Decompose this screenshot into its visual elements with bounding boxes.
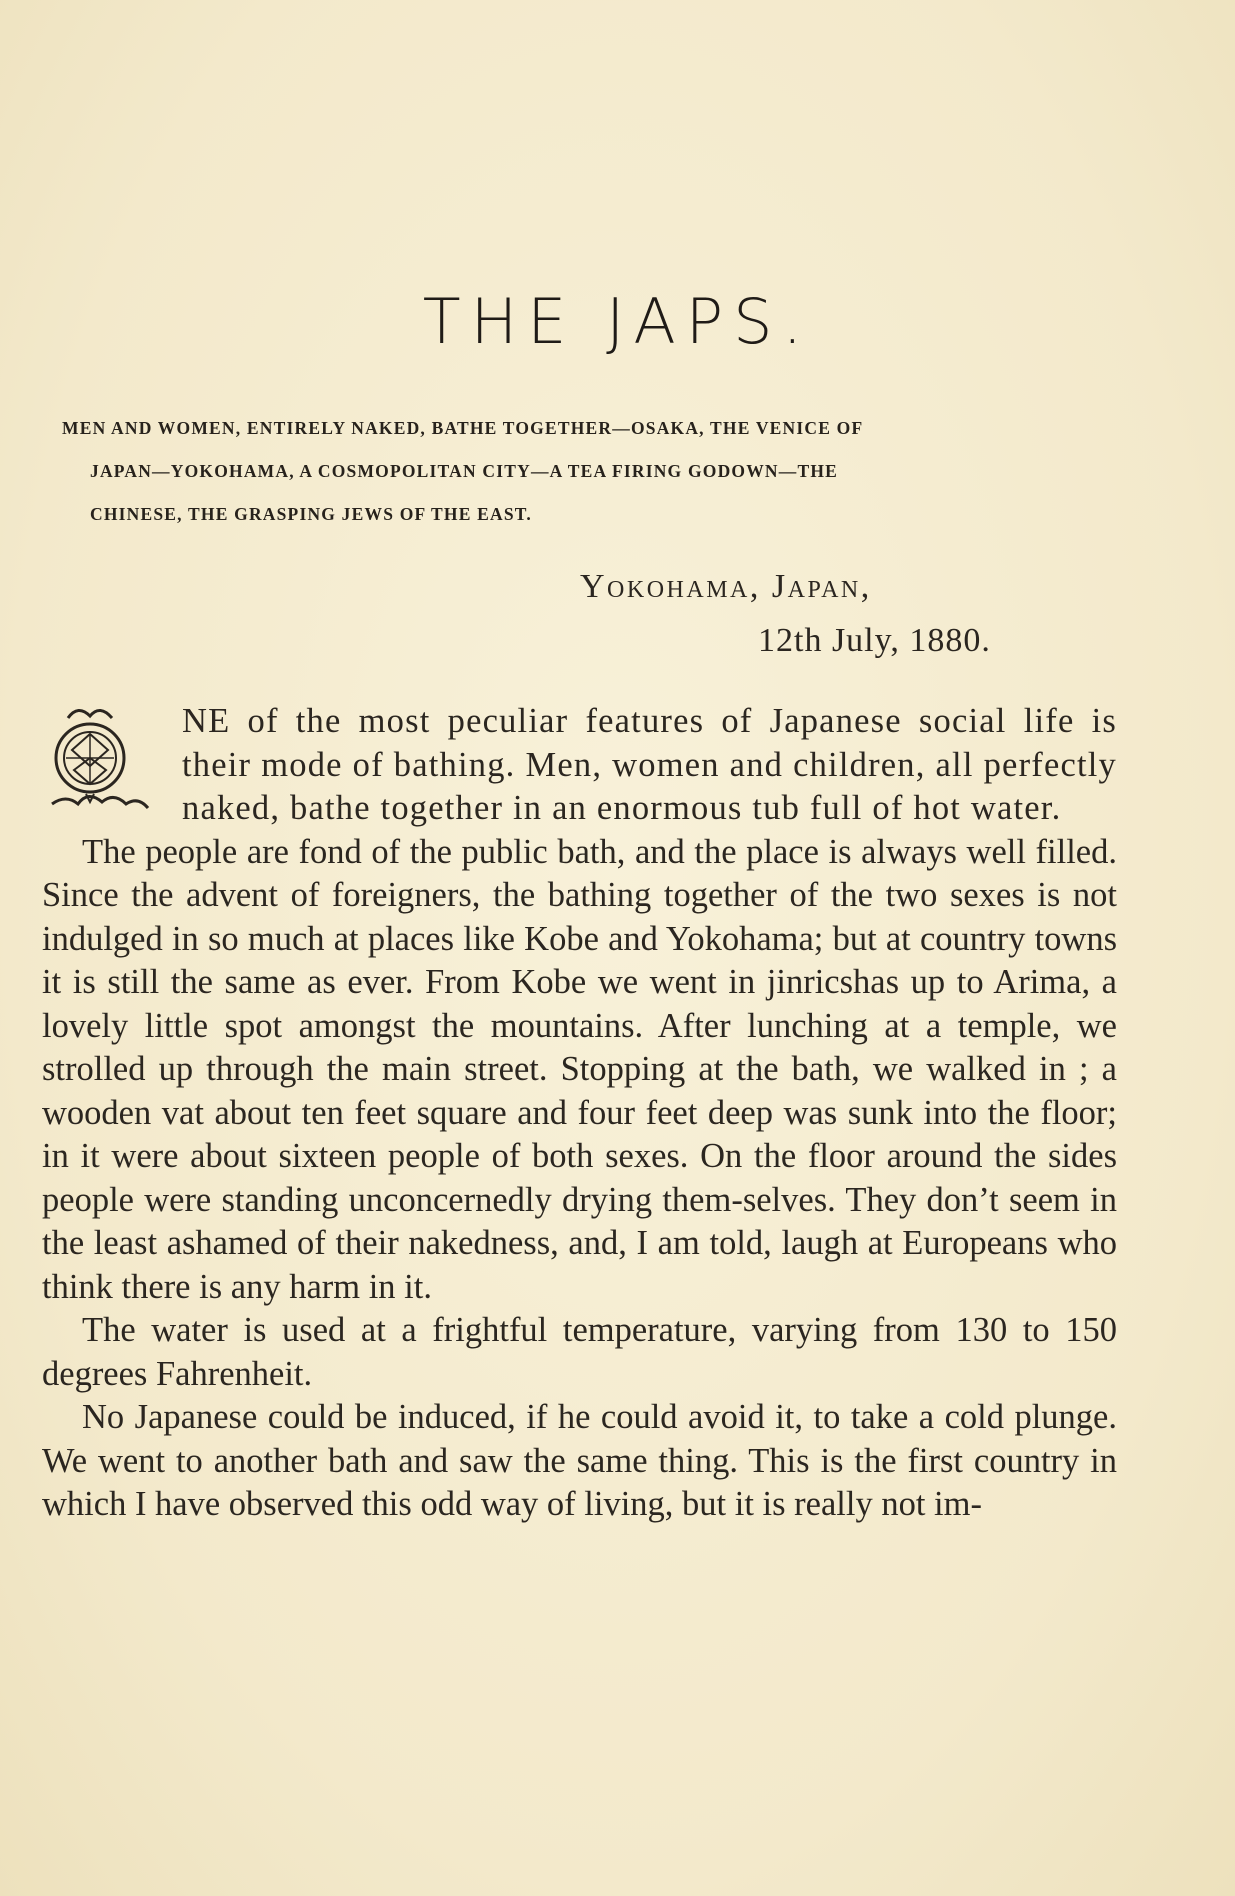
- ornamental-o-dropcap-icon: [46, 700, 174, 818]
- body-text: [42, 700, 1117, 1527]
- paragraph-2: The people are fond of the public bath, and the place is always well filled. Since the advent of foreigners, the bathing together of the two sexes is not indulged in so much at places like Kobe and Yokohama; but at country towns it is still the same as ever. From Kobe we went in jinricshas up to Arima, a lovely little spot amongst the mountains. After lunching at a temple, we strolled up through the main street. Stopping at the bath, we walked in ; a wooden vat about ten feet square and four feet deep was sunk into the floor; in it were about sixteen people of both sexes. On the floor around the sides people were standing unconcernedly drying them-selves. They don’t seem in the least ashamed of their nakedness, and, I am told, laugh at Europeans who think there is any harm in it.: [42, 832, 1117, 1306]
- dateline: [580, 560, 991, 668]
- dateline-date: 12th July, 1880.: [758, 622, 991, 659]
- paragraph-1-text: NE of the most peculiar features of Japanese social life is their mode of bathing. Men, women and children, all perfectly naked, bathe together in an enormous tub full of hot water.: [182, 702, 1117, 827]
- subheading-line-1: MEN AND WOMEN, ENTIRELY NAKED, BATHE TOGETHER—OSAKA, THE VENICE OF: [62, 418, 864, 438]
- paragraph-1: [42, 700, 1117, 831]
- bleed-through-texture: [40, 100, 1215, 156]
- paragraph-3: The water is used at a frightful temperature, varying from 130 to 150 degrees Fahrenheit.: [42, 1311, 1117, 1393]
- dateline-place: Yokohama, Japan,: [580, 568, 872, 605]
- chapter-subheading: [62, 407, 1122, 536]
- subheading-line-3: CHINESE, THE GRASPING JEWS OF THE EAST.: [90, 504, 532, 524]
- paragraph-4: No Japanese could be induced, if he could avoid it, to take a cold plunge. We went to another bath and saw the same thing. This is the first country in which I have observed this odd way of living, but it is really not im-: [42, 1398, 1117, 1523]
- chapter-title: THE JAPS.: [422, 285, 813, 358]
- subheading-line-2: JAPAN—YOKOHAMA, A COSMOPOLITAN CITY—A TEA FIRING GODOWN—THE: [90, 461, 839, 481]
